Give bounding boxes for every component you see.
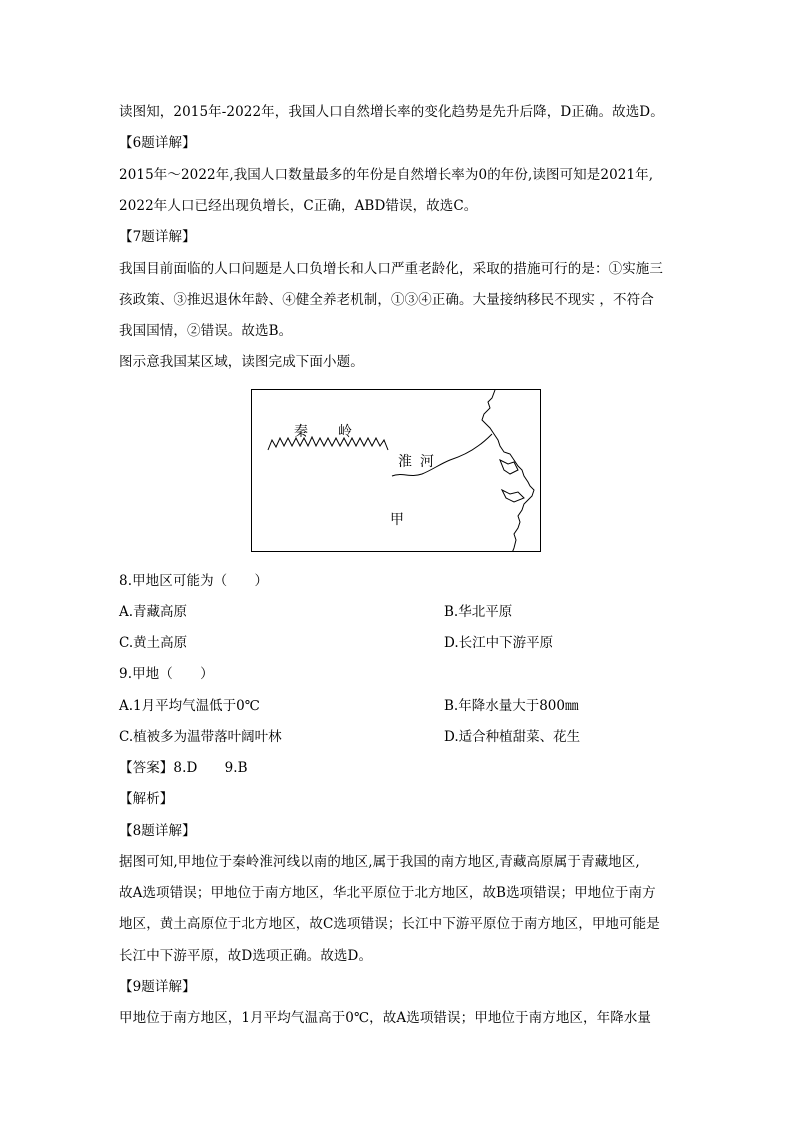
answer-line: 【答案】8.D 9.B (119, 760, 248, 776)
label-ling: 岭 (338, 424, 352, 440)
label-qin: 秦 (294, 424, 308, 440)
question-9-option-c: C.植被多为温带落叶阔叶林 (119, 729, 282, 745)
analysis-heading: 【解析】 (119, 791, 174, 807)
heading-q8-detail: 【8题详解】 (119, 823, 196, 839)
label-huai: 淮 (398, 454, 412, 470)
heading-q6-detail: 【6题详解】 (119, 135, 196, 151)
paragraph-q7-line2: 孩政策、③推迟退休年龄、④健全养老机制，①③④正确。大量接纳移民不现实 ，不符合 (119, 292, 654, 308)
paragraph-q6-line2: 2022年人口已经出现负增长，C正确，ABD错误，故选C。 (119, 198, 478, 214)
question-9-stem: 9.甲地（ ） (119, 666, 214, 682)
paragraph-q9-line1: 甲地位于南方地区，1月平均气温高于0℃，故A选项错误；甲地位于南方地区，年降水量 (119, 1010, 652, 1026)
paragraph-q8-line4: 长江中下游平原，故D选项正确。故选D。 (119, 948, 373, 964)
question-8-option-a: A.青藏高原 (119, 604, 188, 620)
question-8-stem: 8.甲地区可能为（ ） (119, 573, 269, 589)
paragraph-q6-line1: 2015年～2022年,我国人口数量最多的年份是自然增长率为0的年份,读图可知是2021年, (119, 167, 654, 183)
paragraph-q8-line1: 据图可知,甲地位于秦岭淮河线以南的地区,属于我国的南方地区,青藏高原属于青藏地区, (119, 854, 640, 870)
paragraph-q7-line3: 我国国情，②错误。故选B。 (119, 323, 293, 339)
qinling-mountains (268, 437, 388, 450)
question-8-option-b: B.华北平原 (444, 604, 513, 620)
coastline (482, 390, 534, 552)
mountain-symbol (268, 437, 388, 450)
heading-q7-detail: 【7题详解】 (119, 229, 196, 245)
paragraph-q5-conclusion: 读图知，2015年-2022年，我国人口自然增长率的变化趋势是先升后降，D正确。故选D。 (119, 104, 664, 120)
question-intro: 图示意我国某区域，读图完成下面小题。 (119, 354, 364, 370)
paragraph-q8-line2: 故A选项错误；甲地位于南方地区，华北平原位于北方地区，故B选项错误；甲地位于南方 (119, 885, 656, 901)
question-8-option-d: D.长江中下游平原 (444, 635, 554, 651)
label-he: 河 (420, 454, 434, 470)
question-9-option-b: B.年降水量大于800㎜ (444, 698, 579, 714)
estuary (500, 460, 524, 502)
region-map (251, 389, 541, 552)
paragraph-q8-line3: 地区，黄土高原位于北方地区，故C选项错误；长江中下游平原位于南方地区，甲地可能是 (119, 916, 660, 932)
question-9-option-d: D.适合种植甜菜、花生 (444, 729, 581, 745)
question-8-option-c: C.黄土高原 (119, 635, 188, 651)
paragraph-q7-line1: 我国目前面临的人口问题是人口负增长和人口严重老龄化，采取的措施可行的是：①实施三 (119, 261, 663, 277)
label-jia: 甲 (390, 512, 404, 528)
question-9-option-a: A.1月平均气温低于0℃ (119, 698, 260, 714)
heading-q9-detail: 【9题详解】 (119, 979, 196, 995)
